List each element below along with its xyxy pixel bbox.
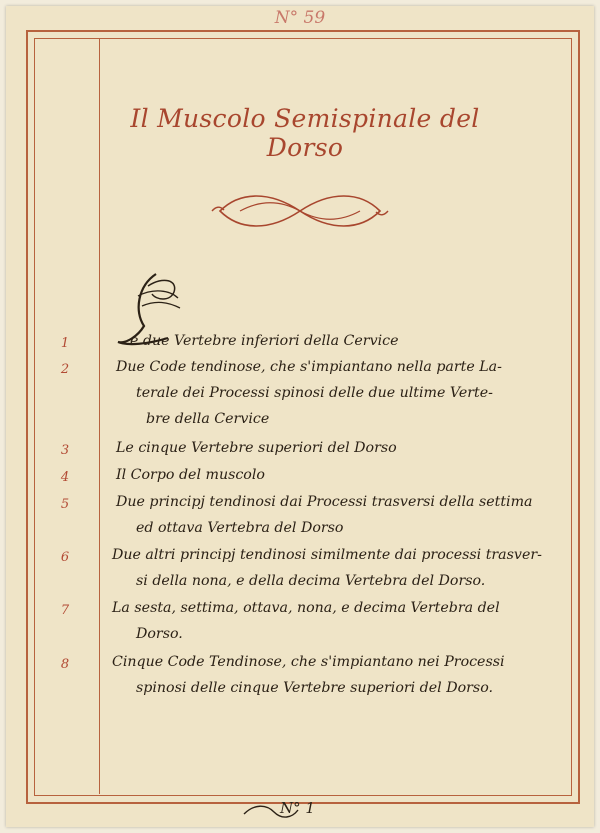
entry-text-line: ed ottava Vertebra del Dorso	[136, 520, 344, 536]
entry-text-line: La sesta, settima, ottava, nona, e decima Vertebra del	[112, 600, 500, 616]
entry-number: 2	[60, 362, 70, 377]
entry-text-line: Dorso.	[136, 626, 183, 642]
folio-number: N° 59	[274, 8, 326, 28]
entry-text-line: Due principj tendinosi dai Processi trasversi della settima	[116, 494, 533, 510]
entry-number: 4	[60, 470, 70, 485]
entry-text-line: Due Code tendinose, che s'impiantano nella parte La-	[116, 359, 502, 375]
footer-mark: N° 1	[280, 799, 315, 817]
entry-text-line: Le cinque Vertebre superiori del Dorso	[116, 440, 397, 456]
entry-number: 7	[60, 603, 70, 618]
entry-text-line: Cinque Code Tendinose, che s'impiantano nei Processi	[112, 654, 505, 670]
entry-number: 3	[60, 443, 70, 458]
entry-text-line: Il Corpo del muscolo	[116, 467, 265, 483]
entry-text-line: Due altri principj tendinosi similmente dai processi trasver-	[112, 547, 542, 563]
entry-text-line: e due Vertebre inferiori della Cervice	[130, 333, 399, 349]
entry-text-line: terale dei Processi spinosi delle due ultime Verte-	[136, 385, 493, 401]
entry-text-line: bre della Cervice	[146, 411, 270, 427]
entry-text-line: si della nona, e della decima Vertebra del Dorso.	[136, 573, 486, 589]
decorative-flourish	[210, 186, 390, 236]
entry-number: 1	[60, 336, 70, 351]
page-title: Il Muscolo Semispinale del Dorso	[130, 104, 480, 162]
entry-text-line: spinosi delle cinque Vertebre superiori del Dorso.	[136, 680, 493, 696]
entry-number: 8	[60, 657, 70, 672]
entry-number: 5	[60, 497, 70, 512]
entry-number: 6	[60, 550, 70, 565]
